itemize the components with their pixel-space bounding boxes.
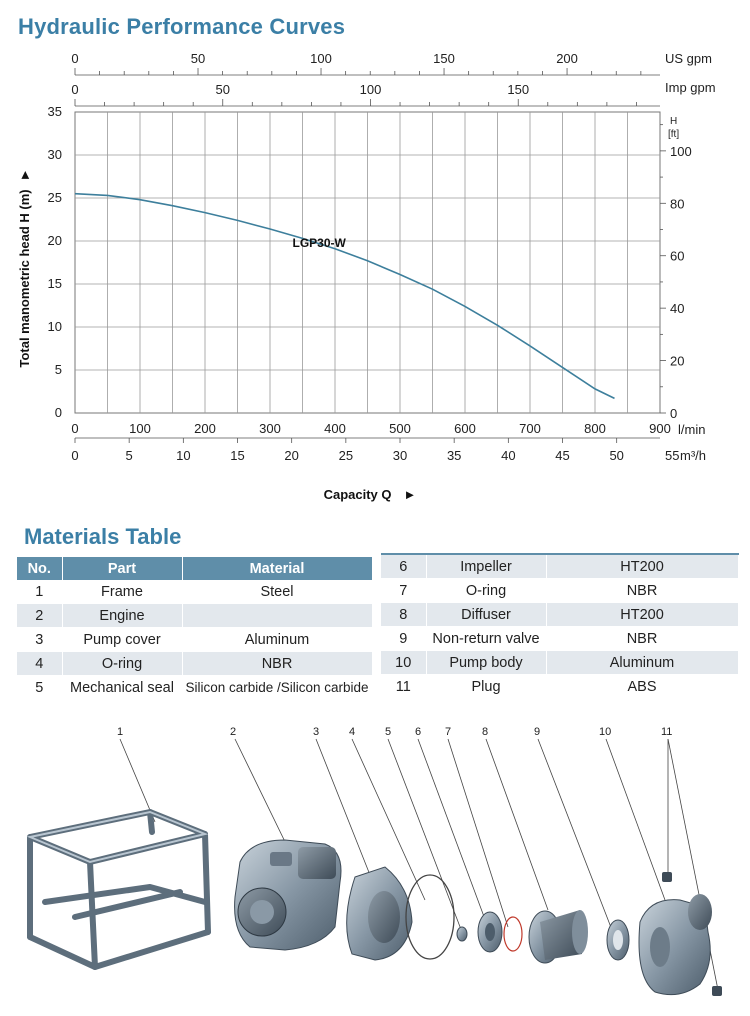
x-tick-label: 100: [129, 421, 151, 436]
engine-part: [235, 840, 341, 950]
row-material: HT200: [546, 603, 738, 627]
callout-11: 11: [661, 726, 673, 738]
us-gpm-tick-label: 200: [556, 51, 578, 66]
row-no: 4: [17, 652, 62, 676]
ft-label-unit: [ft]: [668, 129, 680, 140]
ft-tick-label: 20: [670, 353, 685, 369]
m3h-tick-label: 30: [392, 448, 408, 463]
m3h-tick-label: 25: [338, 448, 354, 463]
row-no: 9: [381, 627, 426, 651]
table-row: [381, 603, 738, 627]
y-tick-label: 20: [47, 233, 62, 248]
x-tick-label: 0: [71, 421, 79, 436]
m3h-tick-label: 15: [230, 448, 245, 463]
chart-grid: [75, 112, 660, 413]
pump-body-part: [639, 894, 712, 995]
us-gpm-tick-label: 100: [310, 51, 332, 66]
ft-tick-label: 80: [670, 196, 685, 212]
frame-part: [30, 812, 208, 967]
y-axis-arrow-icon: ►: [17, 168, 32, 182]
non-return-valve-part: [607, 920, 629, 960]
m3h-tick-label: 0: [71, 448, 79, 463]
row-part: Impeller: [426, 554, 546, 579]
table-row: [381, 627, 738, 651]
y-tick-label: 0: [54, 405, 62, 420]
table-row: [17, 604, 372, 628]
us-gpm-tick-label: 150: [433, 51, 455, 66]
us-gpm-label: US gpm: [665, 51, 712, 66]
diffuser-part: [529, 910, 588, 963]
row-material: [182, 604, 372, 628]
callout-3: 3: [313, 726, 320, 738]
table-header-row: [17, 557, 372, 580]
ft-label-h: H: [670, 116, 678, 127]
ft-tick-label: 40: [670, 301, 685, 317]
row-part: Pump body: [426, 651, 546, 675]
callout-10: 10: [599, 726, 612, 738]
exploded-view: [0, 722, 750, 1016]
row-material: Aluminum: [182, 628, 372, 652]
row-no: 10: [381, 651, 426, 675]
header-part: Part: [62, 557, 182, 580]
m3h-tick-label: 20: [284, 448, 299, 463]
frame-part-highlight: [30, 812, 205, 862]
chart-series: [75, 194, 615, 399]
materials-table-right: [381, 553, 739, 699]
row-material: NBR: [546, 579, 738, 603]
ft-tick-label: 0: [670, 406, 678, 421]
callout-5: 5: [385, 726, 392, 738]
pump-cover-part: [347, 867, 412, 960]
row-part: Non-return valve: [426, 627, 546, 651]
series-line-lgp30-w: [75, 194, 615, 399]
imp-gpm-tick-label: 0: [71, 82, 79, 97]
row-material: ABS: [546, 675, 738, 699]
row-no: 8: [381, 603, 426, 627]
y-tick-label: 30: [47, 147, 62, 162]
row-part: Pump cover: [62, 628, 182, 652]
table-row: [381, 554, 738, 579]
row-no: 6: [381, 554, 426, 579]
m3h-tick-label: 35: [446, 448, 462, 463]
series-label: LGP30-W: [292, 235, 346, 250]
table-row: [17, 580, 372, 604]
m3h-label: m³/h: [680, 448, 706, 463]
x-tick-label: 400: [324, 421, 346, 436]
table-row: [17, 628, 372, 652]
y-tick-label: 25: [47, 190, 62, 205]
row-material: Steel: [182, 580, 372, 604]
row-material: NBR: [546, 627, 738, 651]
row-material: NBR: [182, 652, 372, 676]
header-material: Material: [182, 557, 372, 580]
row-no: 1: [17, 580, 62, 604]
x-tick-label: 800: [584, 421, 606, 436]
y-tick-label: 35: [47, 104, 62, 119]
table-row: [381, 579, 738, 603]
table-row: [381, 651, 738, 675]
row-part: Engine: [62, 604, 182, 628]
row-material: HT200: [546, 554, 738, 579]
callout-4: 4: [349, 726, 356, 738]
us-gpm-tick-label: 50: [190, 51, 206, 66]
x-tick-label: 700: [519, 421, 541, 436]
x-axis-label: [324, 487, 417, 502]
m3h-tick-label: 45: [555, 448, 570, 463]
row-part: O-ring: [62, 652, 182, 676]
imp-gpm-tick-label: 100: [359, 82, 382, 97]
x-axis-arrow-icon: ►: [403, 487, 417, 502]
callout-9: 9: [534, 726, 541, 738]
m3h-tick-label: 50: [609, 448, 624, 463]
table-row: [17, 652, 372, 676]
x-tick-label: 300: [259, 421, 281, 436]
row-no: 7: [381, 579, 426, 603]
header-no: No.: [17, 557, 62, 580]
o-ring-2-part: [504, 917, 522, 951]
row-part: Diffuser: [426, 603, 546, 627]
mechanical-seal-part: [457, 927, 467, 941]
callout-labels: [117, 726, 672, 738]
x-tick-label: 600: [454, 421, 476, 436]
x-tick-label: 900: [649, 421, 671, 436]
m3h-tick-label: 10: [176, 448, 191, 463]
x-tick-label: 200: [194, 421, 216, 436]
table-row: [17, 676, 372, 700]
y-axis-label: [17, 168, 32, 367]
m3h-tick-label: 5: [125, 448, 133, 463]
y-tick-label: 10: [47, 319, 62, 334]
hydraulic-title: Hydraulic Performance Curves: [18, 14, 346, 39]
callout-1: 1: [117, 726, 124, 738]
ft-tick-label: 60: [670, 248, 685, 264]
imp-gpm-tick-label: 50: [215, 82, 230, 97]
x-units-label: l/min: [678, 422, 706, 437]
row-no: 3: [17, 628, 62, 652]
m3h-tick-label: 55: [665, 448, 680, 463]
row-part: O-ring: [426, 579, 546, 603]
row-no: 2: [17, 604, 62, 628]
materials-table-left: [17, 557, 373, 700]
row-part: Mechanical seal: [62, 676, 182, 700]
x-tick-label: 500: [389, 421, 411, 436]
row-no: 5: [17, 676, 62, 700]
callout-8: 8: [482, 726, 489, 738]
o-ring-part: [406, 875, 454, 959]
imp-gpm-tick-label: 150: [507, 82, 530, 97]
chart-axes: [48, 51, 716, 463]
row-material: Aluminum: [546, 651, 738, 675]
y-axis-label-text: Total manometric head H (m): [17, 189, 32, 368]
row-no: 11: [381, 675, 426, 699]
callout-2: 2: [230, 726, 237, 738]
callout-7: 7: [445, 726, 452, 738]
callouts: [120, 739, 718, 990]
y-tick-label: 15: [47, 276, 62, 291]
imp-gpm-label: Imp gpm: [665, 80, 716, 95]
row-material: Silicon carbide /Silicon carbide: [182, 676, 372, 700]
y-tick-label: 5: [54, 362, 62, 377]
m3h-tick-label: 40: [501, 448, 516, 463]
row-part: Frame: [62, 580, 182, 604]
x-axis-label-text: Capacity Q: [323, 487, 392, 502]
callout-6: 6: [415, 726, 422, 738]
materials-title: Materials Table: [24, 524, 182, 549]
ft-tick-label: 100: [670, 143, 692, 159]
performance-chart: [0, 40, 750, 510]
row-part: Plug: [426, 675, 546, 699]
table-row: [381, 675, 738, 699]
impeller-part: [478, 912, 502, 952]
us-gpm-tick-label: 0: [71, 51, 79, 66]
